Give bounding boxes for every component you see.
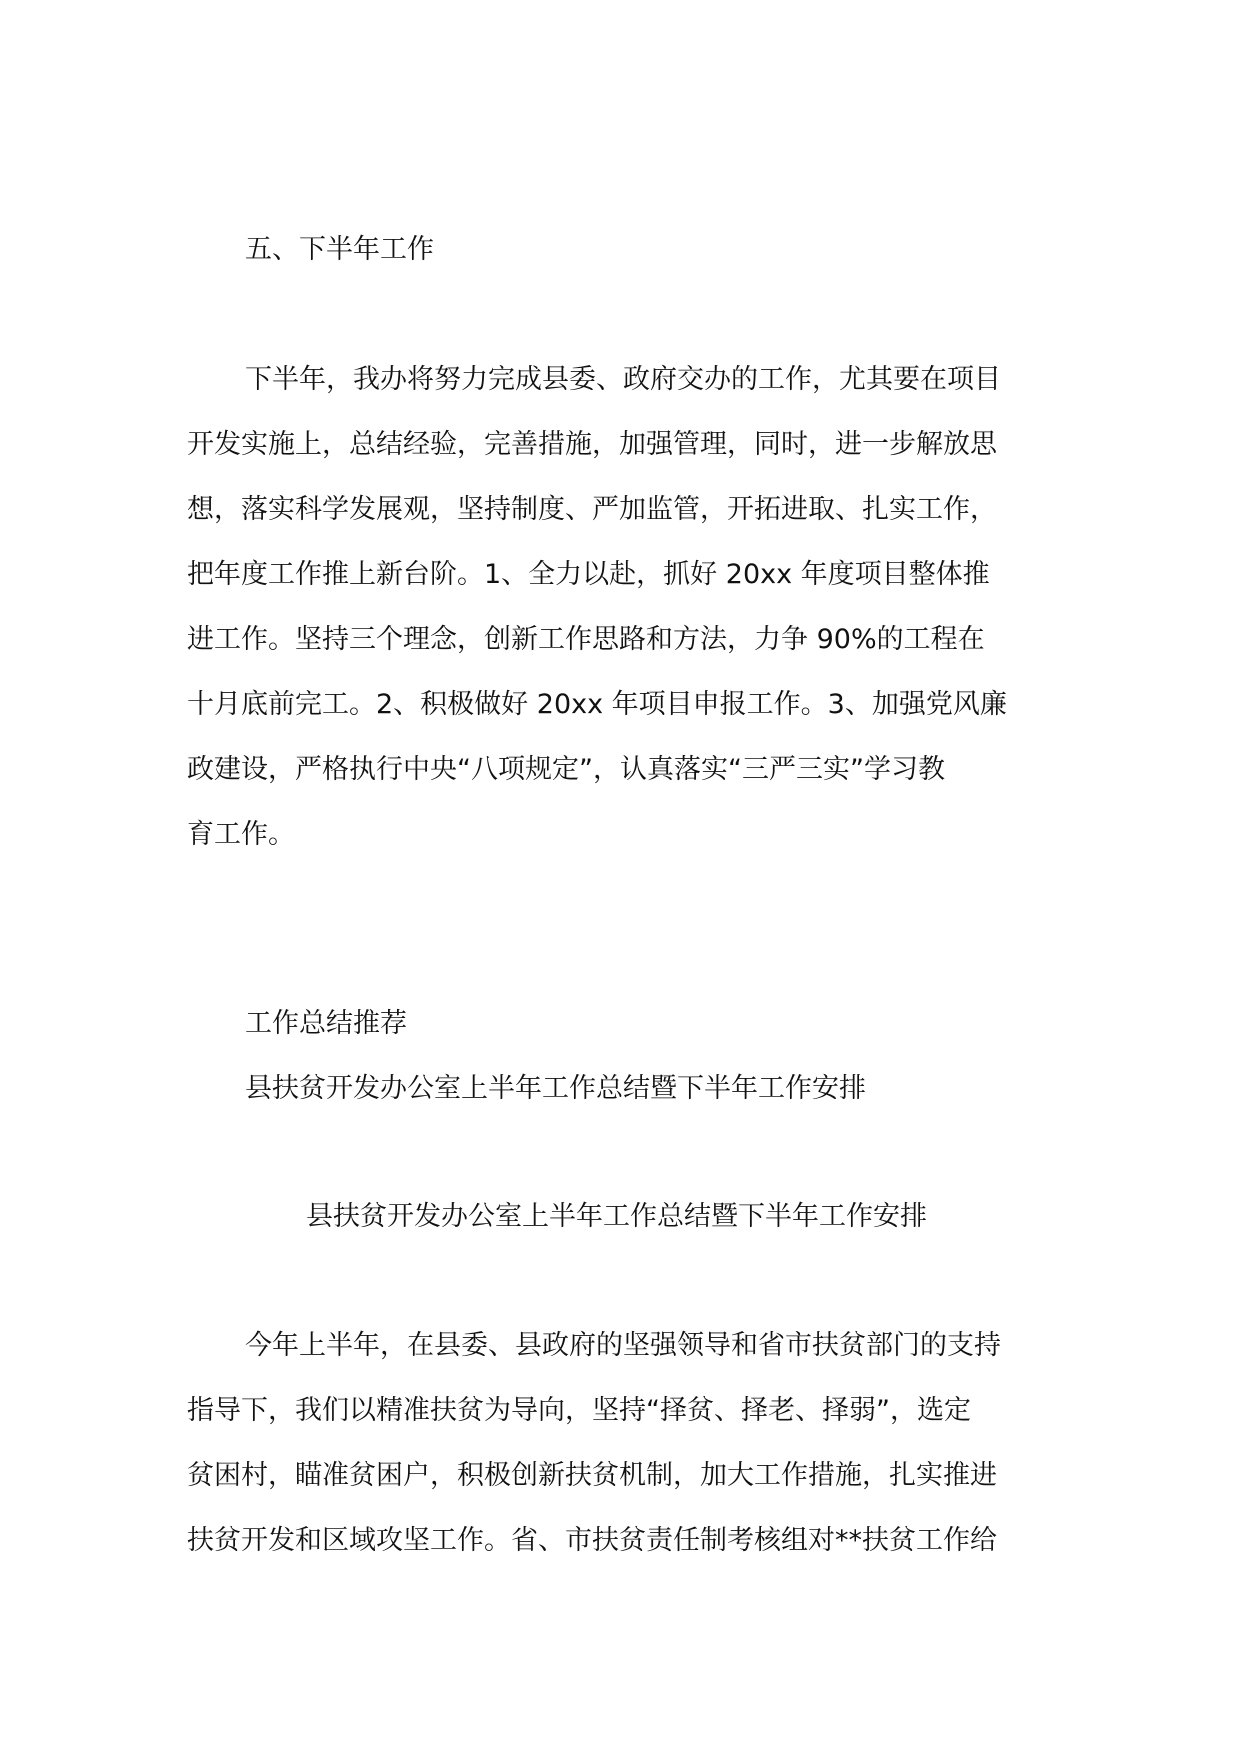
paragraph-line: 政建设，严格执行中央“八项规定”，认真落实“三严三实”学习教	[187, 754, 945, 785]
paragraph-line: 下半年，我办将努力完成县委、政府交办的工作，尤其要在项目	[245, 364, 1001, 395]
paragraph-line: 育工作。	[187, 819, 295, 850]
paragraph-line: 贫困村，瞄准贫困户，积极创新扶贫机制，加大工作措施，扎实推进	[187, 1460, 997, 1491]
paragraph-line: 今年上半年，在县委、县政府的坚强领导和省市扶贫部门的支持	[245, 1330, 1001, 1361]
paragraph-line: 指导下，我们以精准扶贫为导向，坚持“择贫、择老、择弱”，选定	[187, 1395, 971, 1426]
paragraph-line: 扶贫开发和区域攻坚工作。省、市扶贫责任制考核组对**扶贫工作给	[187, 1525, 997, 1556]
paragraph-line: 进工作。坚持三个理念，创新工作思路和方法，力争 90%的工程在	[187, 624, 985, 655]
section-heading: 五、下半年工作	[245, 234, 434, 265]
paragraph-line: 开发实施上，总结经验，完善措施，加强管理，同时，进一步解放思	[187, 429, 997, 460]
paragraph-line: 把年度工作推上新台阶。1、全力以赴，抓好 20xx 年度项目整体推	[187, 559, 990, 590]
paragraph-line: 想，落实科学发展观，坚持制度、严加监管，开拓进取、扎实工作，	[187, 494, 997, 525]
recommend-link[interactable]: 县扶贫开发办公室上半年工作总结暨下半年工作安排	[245, 1073, 866, 1104]
recommend-label: 工作总结推荐	[245, 1008, 407, 1039]
document-title: 县扶贫开发办公室上半年工作总结暨下半年工作安排	[306, 1201, 927, 1232]
paragraph-line: 十月底前完工。2、积极做好 20xx 年项目申报工作。3、加强党风廉	[187, 689, 1007, 720]
